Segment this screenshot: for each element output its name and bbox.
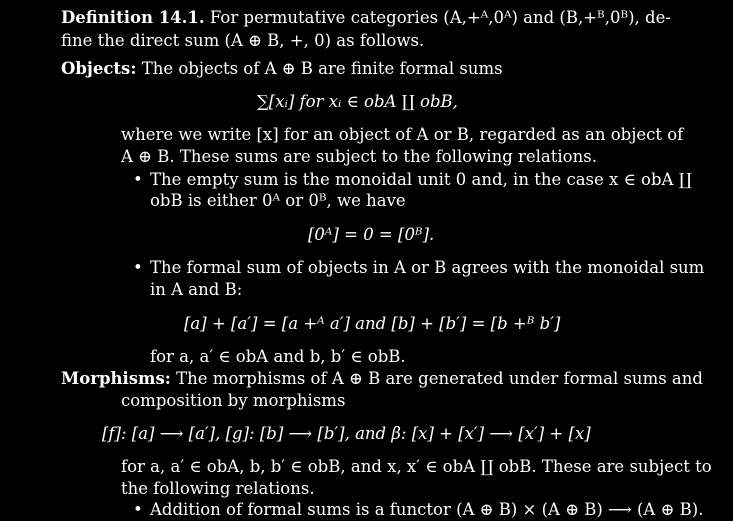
definition-text-1: For permutative categories (A,+ᴬ,0ᴬ) and (B,+ᴮ,0ᴮ), de-: [209, 8, 671, 27]
bullet-3-marker: •: [133, 500, 143, 519]
bullet-2-line-2: in A and B:: [150, 280, 243, 299]
definition-line-1: [61, 7, 671, 29]
definition-text-2: fine the direct sum (A ⊕ B, +, 0) as follows.: [61, 31, 425, 50]
bullet-2-line-1: The formal sum of objects in A or B agrees with the monoidal sum: [150, 258, 705, 277]
bullet-1-line-1: The empty sum is the monoidal unit 0 and, in the case x ∈ obA ∐: [150, 170, 692, 189]
formal-sum-formula: ∑[xᵢ] for xᵢ ∈ obA ∐ obB,: [257, 92, 458, 111]
objects-where-1: where we write [x] for an object of A or B, regarded as an object of: [121, 125, 684, 144]
definition-line-2: [61, 30, 424, 52]
morphism-formula: [f]: [a] ⟶ [a′], [g]: [b] ⟶ [b′], and β: [x] + [x′] ⟶ [x′] + [x]: [102, 424, 591, 443]
morphisms-line: [61, 368, 703, 390]
definition-label: Definition 14.1.: [61, 8, 205, 27]
objects-intro: The objects of A ⊕ B are finite formal sums: [141, 59, 503, 78]
bullet-2-marker: •: [133, 258, 143, 277]
objects-where-2: A ⊕ B. These sums are subject to the following relations.: [121, 147, 597, 166]
morphisms-intro: The morphisms of A ⊕ B are generated under formal sums and: [176, 369, 703, 388]
morphisms-for-1: for a, a′ ∈ obA, b, b′ ∈ obB, and x, x′ ∈ obA ∐ obB. These are subject to: [121, 457, 712, 476]
unit-formula: [0ᴬ] = 0 = [0ᴮ].: [308, 225, 435, 244]
morphisms-for-2: the following relations.: [121, 479, 315, 498]
morphisms-heading: Morphisms:: [61, 369, 171, 388]
bullet-1-marker: •: [133, 170, 143, 189]
sum-formula: [a] + [a′] = [a +ᴬ a′] and [b] + [b′] = [b +ᴮ b′]: [184, 314, 561, 333]
morphisms-intro-2: composition by morphisms: [121, 391, 346, 410]
bullet-2-for: for a, a′ ∈ obA and b, b′ ∈ obB.: [150, 347, 406, 366]
objects-heading: Objects:: [61, 59, 137, 78]
bullet-1-line-2: obB is either 0ᴬ or 0ᴮ, we have: [150, 191, 406, 210]
objects-line: [61, 58, 503, 80]
bullet-3-line-1: Addition of formal sums is a functor (A ⊕ B) × (A ⊕ B) ⟶ (A ⊕ B).: [150, 500, 704, 519]
